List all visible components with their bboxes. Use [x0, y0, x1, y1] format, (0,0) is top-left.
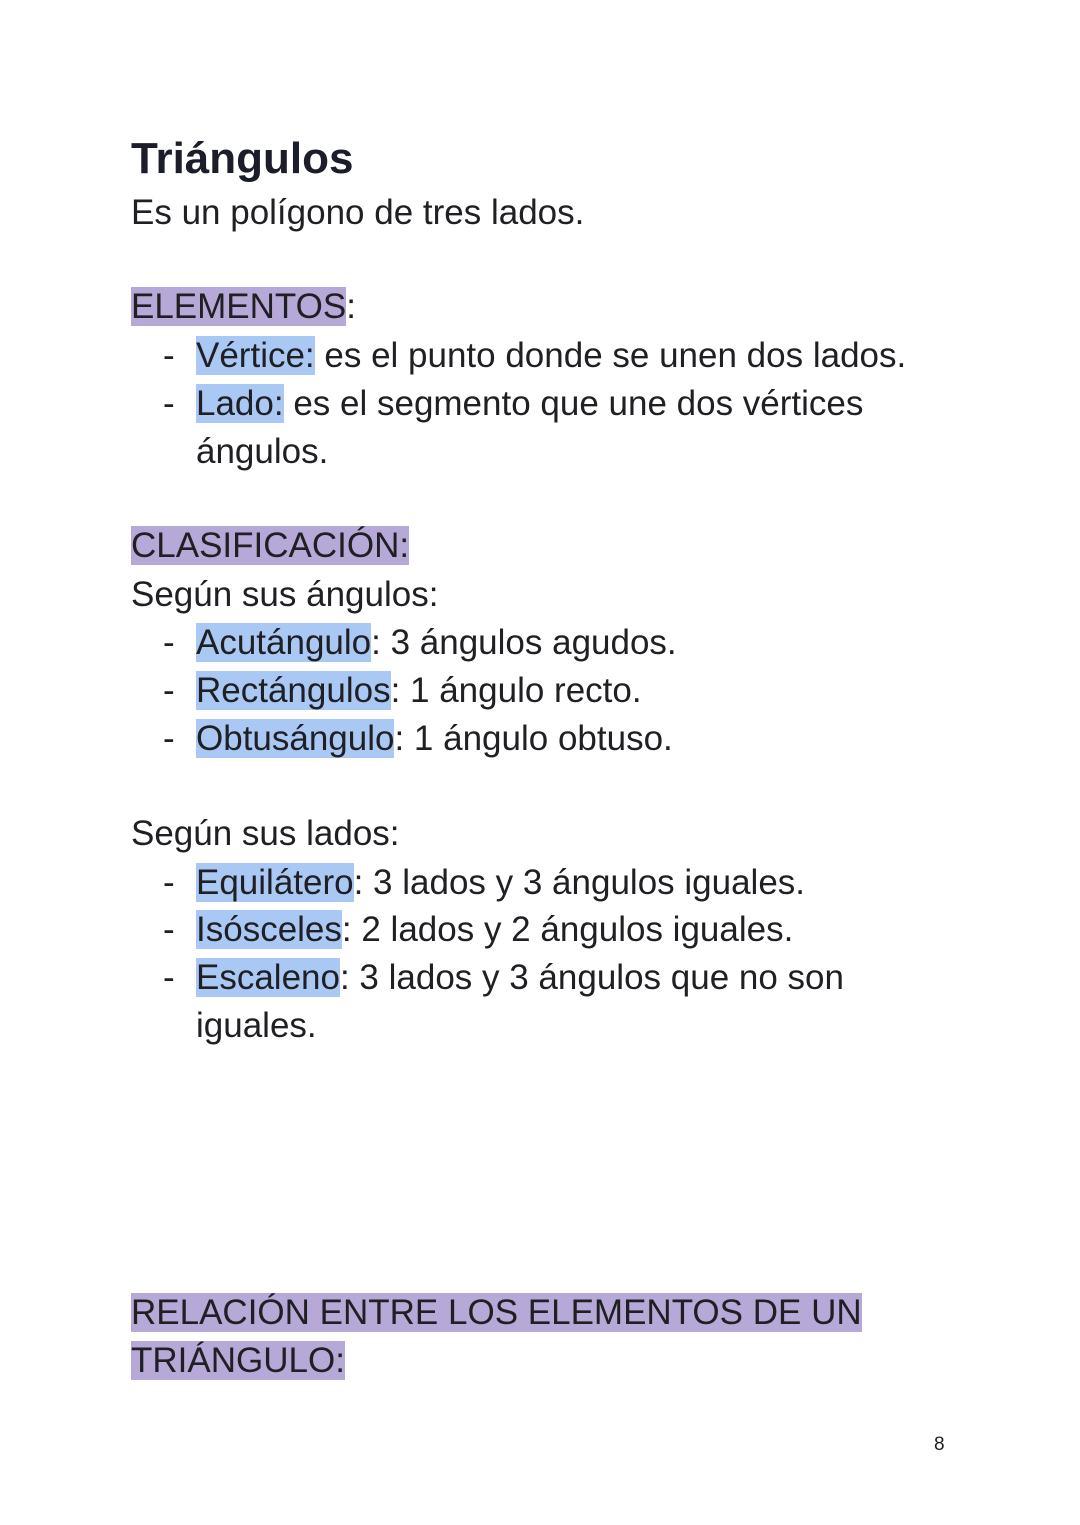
definition-vertice: es el punto donde se unen dos lados.: [314, 336, 907, 375]
definition-lado: es el segmento que une dos vértices: [283, 384, 864, 423]
list-item-isosceles: - Isósceles: 2 lados y 2 ángulos iguales.: [163, 910, 794, 949]
list-item-escaleno: - Escaleno: 3 lados y 3 ángulos que no son: [163, 958, 844, 997]
list-item-vertice: - Vértice: es el punto donde se unen dos lados.: [163, 336, 907, 375]
elementos-heading-line: [131, 283, 356, 331]
term-lado: Lado:: [196, 384, 284, 423]
term-obtusangulo: Obtusángulo: [196, 719, 395, 758]
intro-text: Es un polígono de tres lados.: [131, 193, 585, 232]
elementos-colon: :: [346, 287, 356, 326]
relacion-heading-line-1: [131, 1289, 862, 1337]
term-acutangulo: Acutángulo: [196, 623, 372, 662]
page-title: Triángulos: [131, 134, 354, 183]
term-equilatero: Equilátero: [196, 863, 354, 902]
elementos-heading: ELEMENTOS: [131, 287, 347, 326]
list-item-obtusangulo: - Obtusángulo: 1 ángulo obtuso.: [163, 719, 673, 758]
list-item-equilatero: - Equilátero: 3 lados y 3 ángulos iguales.: [163, 863, 806, 902]
definition-escaleno: : 3 lados y 3 ángulos que no son: [339, 958, 844, 997]
definition-escaleno-continuation: iguales.: [196, 1006, 317, 1045]
definition-obtusangulo: : 1 ángulo obtuso.: [394, 719, 673, 758]
term-escaleno: Escaleno: [196, 958, 340, 997]
lados-label: Según sus lados:: [131, 814, 400, 853]
list-item-acutangulo: - Acutángulo: 3 ángulos agudos.: [163, 623, 677, 662]
page-number: 8: [934, 1434, 945, 1455]
relacion-heading-line-2: [131, 1337, 345, 1385]
angulos-label: Según sus ángulos:: [131, 575, 439, 614]
definition-equilatero: : 3 lados y 3 ángulos iguales.: [353, 863, 806, 902]
relacion-heading-1: RELACIÓN ENTRE LOS ELEMENTOS DE UN: [131, 1293, 862, 1332]
definition-lado-continuation: ángulos.: [196, 432, 329, 471]
definition-acutangulo: : 3 ángulos agudos.: [371, 623, 677, 662]
list-item-rectangulos: - Rectángulos: 1 ángulo recto.: [163, 671, 642, 710]
clasificacion-heading-line: [131, 522, 409, 570]
definition-rectangulos: : 1 ángulo recto.: [390, 671, 642, 710]
term-rectangulos: Rectángulos: [196, 671, 391, 710]
term-vertice: Vértice:: [196, 336, 315, 375]
definition-isosceles: : 2 lados y 2 ángulos iguales.: [341, 910, 794, 949]
relacion-heading-2: TRIÁNGULO:: [131, 1341, 345, 1380]
list-item-lado: - Lado: es el segmento que une dos vértices: [163, 384, 864, 423]
clasificacion-heading: CLASIFICACIÓN:: [131, 526, 410, 565]
term-isosceles: Isósceles: [196, 910, 342, 949]
